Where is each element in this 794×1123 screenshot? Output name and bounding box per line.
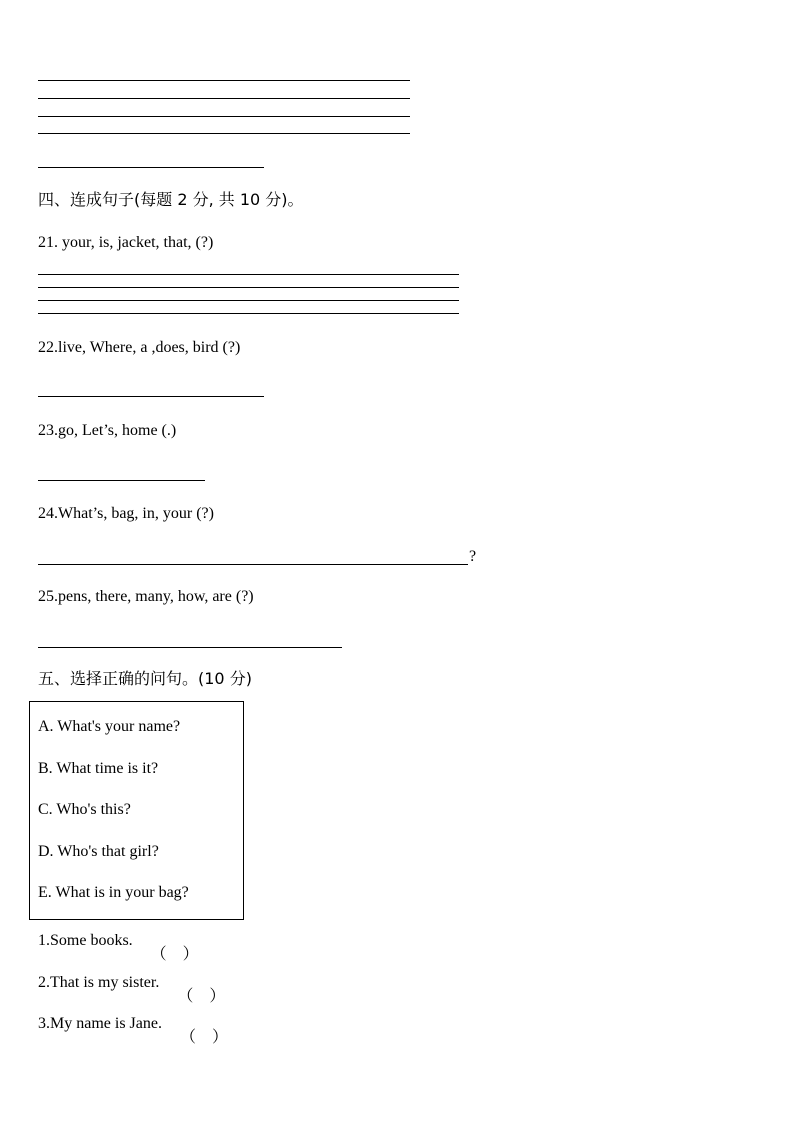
paren-close: ） <box>211 1029 228 1046</box>
section-heading: 五、选择正确的问句。(10 分) <box>38 669 252 688</box>
match-question <box>38 931 199 963</box>
answer-line[interactable] <box>38 480 205 481</box>
writing-line[interactable] <box>38 287 459 288</box>
question-text: go, Let’s, home (.) <box>58 422 177 439</box>
paren-close: ） <box>209 988 226 1005</box>
question-item <box>38 421 176 441</box>
question-text: What’s, bag, in, your (?) <box>58 505 214 522</box>
question-number: 22. <box>38 339 58 356</box>
option-d: D. Who's that girl? <box>38 843 159 860</box>
writing-line[interactable] <box>38 80 410 81</box>
question-number: 24. <box>38 505 58 522</box>
writing-line[interactable] <box>38 133 410 134</box>
answer-line[interactable] <box>38 396 264 397</box>
question-number: 25. <box>38 588 58 605</box>
writing-line[interactable] <box>38 300 459 301</box>
option-e: E. What is in your bag? <box>38 884 189 901</box>
question-text: your, is, jacket, that, (?) <box>58 234 214 251</box>
question-item <box>38 504 214 524</box>
match-question <box>38 973 226 1005</box>
question-item <box>38 338 240 358</box>
option-b: B. What time is it? <box>38 760 159 777</box>
question-text: pens, there, many, how, are (?) <box>58 588 254 605</box>
paren-close: ） <box>182 946 199 963</box>
match-question-text: 1.Some books. <box>38 932 133 949</box>
match-question-text: 3.My name is Jane. <box>38 1015 162 1032</box>
question-item <box>38 587 254 607</box>
question-number: 23. <box>38 422 58 439</box>
answer-line[interactable] <box>38 167 264 168</box>
match-question-text: 2.That is my sister. <box>38 974 160 991</box>
match-question <box>38 1014 228 1046</box>
question-text: live, Where, a ,does, bird (?) <box>58 339 241 356</box>
writing-line[interactable] <box>38 274 459 275</box>
answer-line[interactable] <box>38 647 342 648</box>
writing-line[interactable] <box>38 98 410 99</box>
question-number: 21. <box>38 234 58 251</box>
paren-open: （ <box>177 988 194 1005</box>
answer-suffix: ? <box>469 548 477 565</box>
writing-line[interactable] <box>38 313 459 314</box>
paren-open: （ <box>150 946 167 963</box>
writing-line[interactable] <box>38 116 410 117</box>
section-heading: 四、连成句子(每题 2 分, 共 10 分)。 <box>38 190 304 209</box>
option-c: C. Who's this? <box>38 801 131 818</box>
option-a: A. What's your name? <box>38 718 181 735</box>
answer-line[interactable] <box>38 564 468 565</box>
paren-open: （ <box>179 1029 196 1046</box>
question-item <box>38 233 213 253</box>
